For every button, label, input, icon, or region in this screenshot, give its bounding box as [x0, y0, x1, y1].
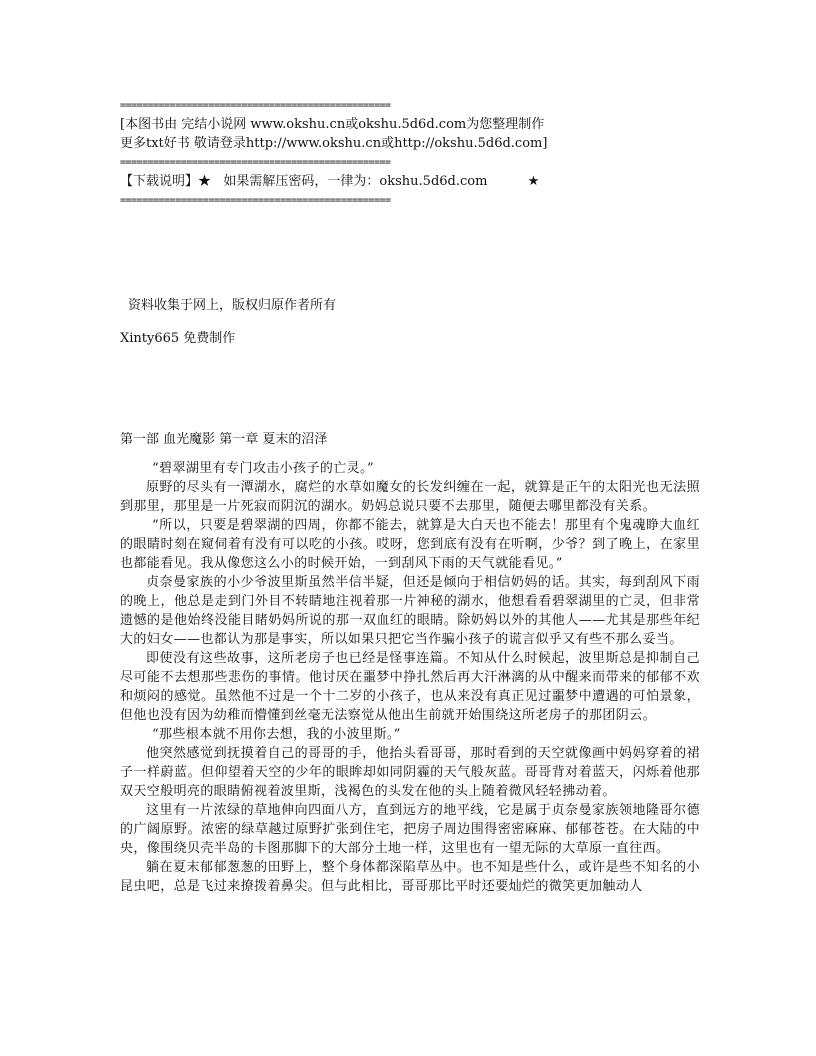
separator-line: =================================================	[120, 195, 391, 206]
download-notice	[120, 172, 700, 191]
chapter-title: 第一部 血光魔影 第一章 夏末的沼泽	[120, 432, 328, 447]
download-notice-label: 【下载说明】★	[120, 174, 212, 189]
copyright-note: 资料收集于网上，版权归原作者所有	[128, 298, 337, 313]
separator-line: =================================================	[120, 157, 391, 168]
paragraph: “那些根本就不用你去想，我的小波里斯。”	[152, 727, 401, 742]
separator-line: =================================================	[120, 100, 391, 111]
paragraph: 他突然感觉到抚摸着自己的哥哥的手，他抬头看哥哥，那时看到的天空就像画中妈妈穿着的裙子一样蔚蓝。但仰望着天空的少年的眼眸却如同阴霾的天气般灰蓝。哥哥背对着蓝天，闪烁着他那双天空般明亮的眼睛俯视着波里斯，浅褐色的头发在他的头上随着微风轻轻拂动着。	[120, 746, 700, 799]
paragraph: 这里有一片浓绿的草地伸向四面八方，直到远方的地平线，它是属于贞奈曼家族领地隆哥尔德的广阔原野。浓密的绿草越过原野扩张到住宅，把房子周边围得密密麻麻、郁郁苍苍。在大陆的中央，像围绕贝壳半岛的卡图那脚下的大部分土地一样，这里也有一望无际的大草原一直往西。	[120, 803, 700, 856]
paragraph: 躺在夏末郁郁葱葱的田野上，整个身体都深陷草丛中。也不知是些什么，或许是些不知名的小昆虫吧，总是飞过来撩拨着鼻尖。但与此相比，哥哥那比平时还要灿烂的微笑更加触动人	[120, 860, 700, 894]
header-line-1: [本图书由 完结小说网 www.okshu.cn或okshu.5d6d.com为您整理制作	[120, 117, 545, 132]
paragraph: 贞奈曼家族的小少爷波里斯虽然半信半疑，但还是倾向于相信奶妈的话。其实，每到刮风下雨的晚上，他总是走到门外目不转睛地注视着那一片神秘的湖水，他想看看碧翠湖里的亡灵，但非常遗憾的是他始终没能目睹奶妈所说的那一双血红的眼睛。除奶妈以外的其他人——尤其是那些年纪大的妇女——也都认为那是事实，所以如果只把它当作骗小孩子的谎言似乎又有些不那么妥当。	[120, 575, 700, 647]
star-icon: ★	[527, 174, 540, 189]
download-notice-text: 如果需解压密码，一律为：okshu.5d6d.com	[223, 174, 488, 189]
paragraph: “碧翠湖里有专门攻击小孩子的亡灵。”	[152, 461, 374, 476]
header-line-2: 更多txt好书 敬请登录http://www.okshu.cn或http://okshu.5d6d.com]	[120, 136, 548, 151]
document-page	[120, 96, 700, 896]
paragraph: 即使没有这些故事，这所老房子也已经是怪事连篇。不知从什么时候起，波里斯总是抑制自己尽可能不去想那些悲伤的事情。他讨厌在噩梦中挣扎然后再大汗淋漓的从中醒来而带来的郁郁不欢和烦闷的感觉。虽然他不过是一个十二岁的小孩子，也从来没有真正见过噩梦中遭遇的可怕景象，但他也没有因为幼稚而懵懂到丝毫无法察觉从他出生前就开始围绕这所老房子的那团阴云。	[120, 651, 700, 723]
paragraph: 原野的尽头有一潭湖水，腐烂的水草如魔女的长发纠缠在一起，就算是正午的太阳光也无法照到那里，那里是一片死寂而阴沉的湖水。奶妈总说只要不去那里，随便去哪里都没有关系。	[120, 480, 700, 514]
maker-credit: Xinty665 免费制作	[120, 331, 236, 346]
paragraph: “所以，只要是碧翠湖的四周，你都不能去，就算是大白天也不能去！那里有个鬼魂睁大血红的眼睛时刻在窥伺着有没有可以吃的小孩。哎呀，您到底有没有在听啊，少爷？到了晚上，在家里也都能看见。我从像您这么小的时候开始，一到刮风下雨的天气就能看见。”	[120, 518, 700, 571]
